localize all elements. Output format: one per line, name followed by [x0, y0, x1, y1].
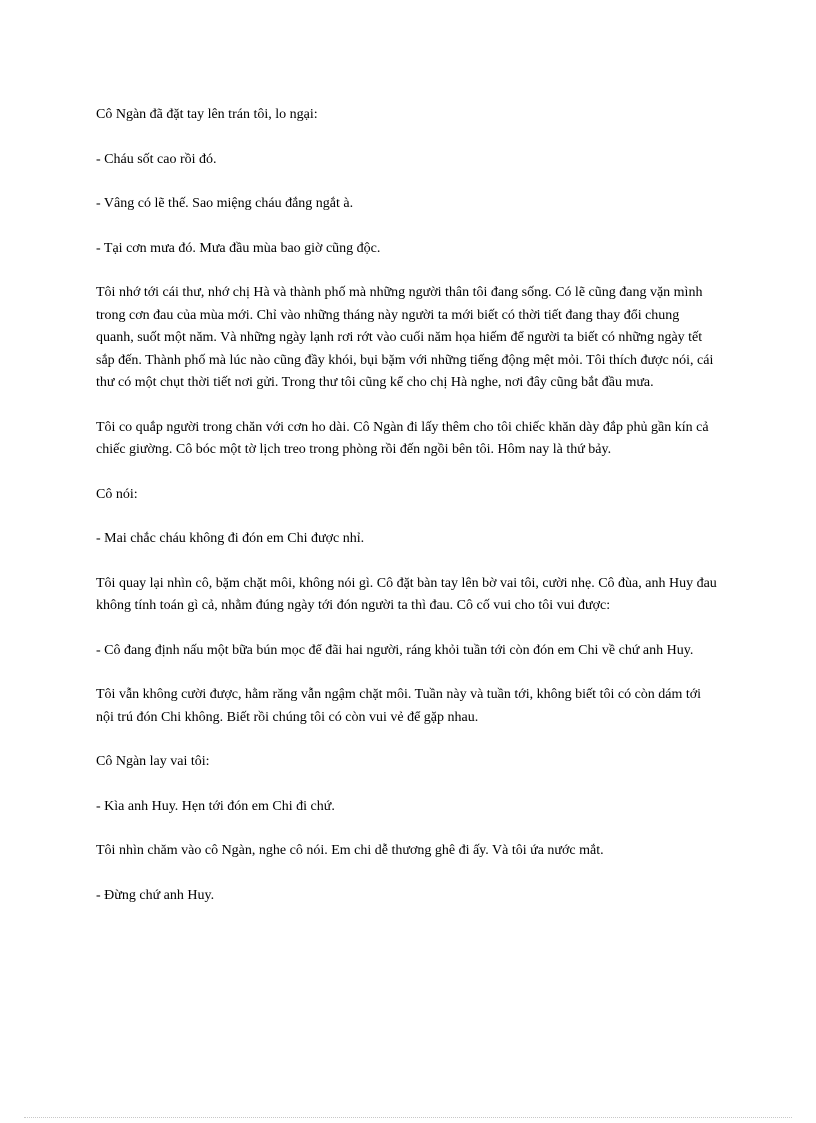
paragraph: Tôi quay lại nhìn cô, bặm chặt môi, không nói gì. Cô đặt bàn tay lên bờ vai tôi, cười nhẹ. Cô đùa, anh Huy đau không tính toán gì cả, nhằm đúng ngày tới đón người ta thì đau. Cô cố vui cho tôi vui được: — [96, 575, 717, 613]
paragraph: Tôi co quắp người trong chăn với cơn ho dài. Cô Ngàn đi lấy thêm cho tôi chiếc khăn dày đắp phủ gần kín cả chiếc giường. Cô bóc một tờ lịch treo trong phòng rồi đến ngồi bên tôi. Hôm nay là thứ bảy. — [96, 419, 709, 457]
paragraph: - Mai chắc cháu không đi đón em Chi được nhỉ. — [96, 531, 365, 546]
paragraph: Tôi vẫn không cười được, hằm răng vẫn ngậm chặt môi. Tuần này và tuần tới, không biết tôi có còn dám tới nội trú đón Chi không. Biết rồi chúng tôi có còn vui vẻ để gặp nhau. — [96, 687, 702, 725]
paragraph: - Đừng chứ anh Huy. — [96, 887, 215, 903]
paragraph: Cô nói: — [96, 486, 138, 502]
document-body — [96, 104, 720, 929]
paragraph: Tôi nhìn chăm vào cô Ngàn, nghe cô nói. Em chi dễ thương ghê đi ấy. Và tôi ứa nước mắt. — [96, 843, 604, 858]
paragraph: Cô Ngàn đã đặt tay lên trán tôi, lo ngại: — [96, 107, 318, 122]
paragraph: Cô Ngàn lay vai tôi: — [96, 754, 210, 769]
paragraph: Tôi nhớ tới cái thư, nhớ chị Hà và thành phố mà những người thân tôi đang sống. Có lẽ cũng đang vặn mình trong cơn đau của mùa mới. Chỉ vào những tháng này người ta mới biết có thời tiết đang thay đổi chung quanh, suốt một năm. Và những ngày lạnh rơi rớt vào cuối năm họa hiếm để người ta biết có những ngày tết sắp đến. Thành phố mà lúc nào cũng đầy khói, bụi bặm với những tiếng động mệt mỏi. Tôi thích được nói, cái thư có một chụt thời tiết nơi gửi. Trong thư tôi cũng kể cho chị Hà nghe, nơi đây cũng bắt đầu mưa. — [96, 285, 714, 390]
paragraph: - Cô đang định nấu một bữa bún mọc để đãi hai người, ráng khỏi tuần tới còn đón em Chi về chứ anh Huy. — [96, 642, 694, 658]
page-bottom-divider — [24, 1117, 792, 1118]
paragraph: - Tại cơn mưa đó. Mưa đầu mùa bao giờ cũng độc. — [96, 240, 381, 256]
paragraph: - Vâng có lẽ thế. Sao miệng cháu đắng ngắt à. — [96, 196, 354, 211]
paragraph: - Kìa anh Huy. Hẹn tới đón em Chi đi chứ. — [96, 798, 335, 814]
paragraph: - Cháu sốt cao rồi đó. — [96, 151, 217, 167]
